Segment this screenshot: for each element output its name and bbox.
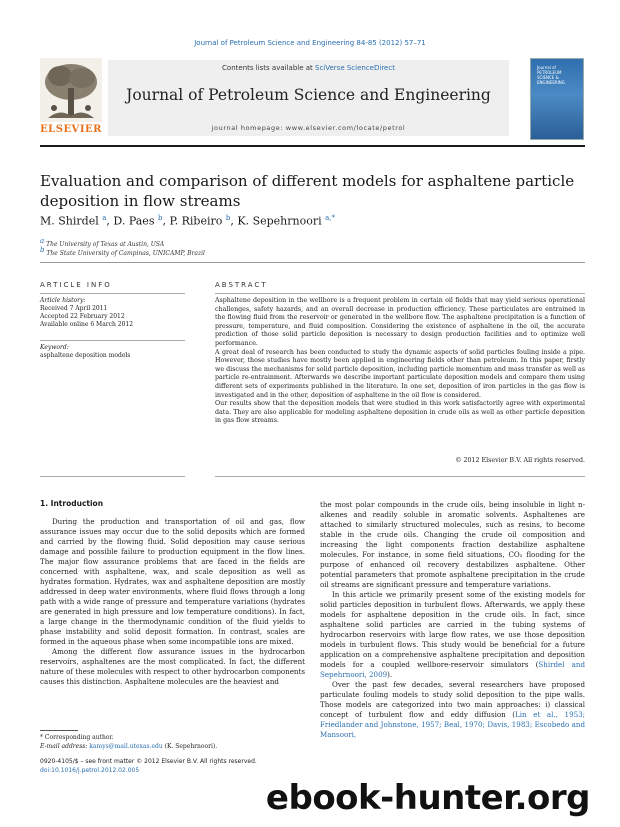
body-text: ). — [387, 670, 393, 679]
issn-line: 0920-4105/$ – see front matter © 2012 Elsevier B.V. All rights reserved. — [40, 758, 257, 765]
history-label: Article history: — [40, 297, 86, 304]
paper-title: Evaluation and comparison of different models for asphaltene particle deposition in flow streams — [40, 172, 575, 210]
author-separator: , — [106, 214, 114, 228]
journal-homepage-link[interactable]: journal homepage: www.elsevier.com/locate/petrol — [211, 124, 406, 132]
info-bottom-rule — [40, 476, 185, 477]
header-rule — [40, 145, 585, 147]
accepted-date: Accepted 22 February 2012 — [40, 313, 125, 320]
abstract-paragraph: Asphaltene deposition in the wellbore is a frequent problem in certain oil fields that may yield serious operational challenges, safety hazards, and an overall decrease in production efficiency. These particulates are entrained in the flowing fluid from the reservoir or generated in the wellbore flow. The asphaltene precipitation is a function of pressure, temperature, and fluid composition. Considering the existence of asphaltene in the oil, the accurate prediction of those solid particle deposition is necessary to design production facilities and to optimize well performance. — [215, 297, 585, 347]
elsevier-wordmark: ELSEVIER — [40, 124, 102, 135]
email-link[interactable]: kamys@mail.utexas.edu — [89, 742, 163, 750]
author-name: M. Shirdel — [40, 214, 99, 228]
article-info-rule — [40, 340, 185, 341]
body-text: Over the past few decades, several researchers have proposed particulate fouling models to study solid deposition to the pipe walls. Those models are categorized into two main approaches: i) classical concept of turbulent flow and eddy diffusion ( — [320, 680, 585, 719]
introduction-heading: 1. Introduction — [40, 499, 104, 508]
doi-link[interactable]: doi:10.1016/j.petrol.2012.02.005 — [40, 766, 140, 774]
article-info-heading: ARTICLE INFO — [40, 281, 112, 289]
corresponding-label: Corresponding author. — [43, 734, 114, 741]
abstract-paragraph: Our results show that the deposition models that were studied in this work satisfactorily agree with experimental data. They are also applicable for modeling asphaltene deposition in crude oils as well as other particle deposition in gas flow streams. — [215, 400, 585, 425]
cover-title: Journal of PETROLEUM SCIENCE & ENGINEERING — [537, 65, 565, 85]
affiliation-text: The University of Texas at Austin, USA — [46, 241, 165, 248]
journal-title: Journal of Petroleum Science and Engineering — [126, 86, 491, 104]
author-name: K. Sepehrnoori — [237, 214, 322, 228]
article-info-rule — [40, 293, 185, 294]
abstract-heading: ABSTRACT — [215, 281, 268, 289]
author-affil-marker[interactable]: a — [102, 214, 107, 222]
author-separator: , — [162, 214, 170, 228]
received-date: Received 7 April 2011 — [40, 305, 108, 312]
article-history — [40, 297, 185, 329]
body-paragraph — [320, 680, 585, 740]
author-name: D. Paes — [113, 214, 155, 228]
abstract-bottom-rule — [215, 476, 585, 477]
author-affil-marker[interactable]: a,* — [325, 214, 336, 222]
watermark-text: ebook-hunter.org — [265, 778, 590, 818]
author-affil-marker[interactable]: b — [225, 214, 231, 222]
journal-cover-image — [530, 58, 584, 140]
footnote-rule — [40, 730, 78, 731]
citation-link[interactable]: Lin et al., 1953; Friedlander and Johnstone, 1957; Beal, 1970; Davis, 1983; Escobedo and Mansoori, — [320, 710, 585, 739]
email-owner: (K. Sepehrnoori). — [162, 742, 218, 750]
corresponding-author-footnote — [40, 734, 305, 751]
right-column-text — [320, 500, 585, 740]
left-column-text — [40, 517, 305, 687]
author-affil-marker[interactable]: b — [157, 214, 163, 222]
contents-prefix: Contents lists available at — [222, 64, 315, 72]
publication-info — [40, 758, 305, 775]
body-paragraph: Among the different flow assurance issues in the hydrocarbon reservoirs, asphaltenes are the most complicated. In fact, the different nature of these molecules with respect to other hydrocarbon components causes this distinction. Asphaltene molecules are the heaviest and — [40, 647, 305, 686]
keywords-block — [40, 344, 185, 360]
body-paragraph: During the production and transportation of oil and gas, flow assurance issues may occur due to the solid deposits which are formed and carried by the flowing fluid. Solid deposition may cause serious damage and possible failure to production equipment in the flow lines. The major flow assurance problems that are faced in the fields are concerned with asphaltene, wax, and scale deposition as well as hydrates formation. Hydrates, wax and asphaltene deposition are mostly addressed in deep water environments, where fluid flows through a long path with a wide range of pressure and temperature variations (hydrates are generated in high pressure and low temperature conditions). In fact, a large change in the thermodynamic condition of the fluid yields to phase instability and solid deposit formation. In contrast, scales are formed in the aqueous phase when some incompatible ions are mixed. — [40, 517, 305, 646]
abstract-rule — [215, 293, 585, 294]
author-list — [40, 214, 585, 228]
contents-line — [108, 64, 509, 72]
body-paragraph — [320, 590, 585, 680]
affiliation-marker: a — [40, 237, 45, 245]
journal-reference[interactable]: Journal of Petroleum Science and Engineering 84-85 (2012) 57–71 — [194, 39, 426, 47]
email-label: E-mail address: — [40, 742, 90, 750]
body-text: In this article we primarily present some of the existing models for solid particles deposition in turbulent flows. Afterwards, we apply these models for asphaltene deposition in the crude oils. In fact, since asphaltene solid particles are carried in the tubing systems of hydrocarbon reservoirs with large flow rates, we use those deposition models in turbulent flows. This study would be beneficial for a future application on a comprehensive asphaltene precipitation and deposition models for a coupled wellbore-reservoir simulators ( — [320, 590, 585, 669]
affiliation — [40, 246, 205, 257]
author-name: P. Ribeiro — [169, 214, 223, 228]
footnote-mark: * — [40, 734, 43, 741]
author-separator: , — [230, 214, 238, 228]
abstract-copyright: © 2012 Elsevier B.V. All rights reserved. — [455, 457, 585, 464]
citation-link[interactable]: Shirdel and Sepehrnoori, 2009 — [320, 660, 585, 679]
affiliation-text: The State University of Campinas, UNICAMP, Brazil — [46, 250, 205, 257]
online-date: Available online 6 March 2012 — [40, 321, 134, 328]
body-paragraph: the most polar compounds in the crude oils, being insoluble in light n-alkenes and readily soluble in aromatic solvents. Asphaltenes are attached to similarly structured molecules, such as resins, to become stable in the crude oils. Changing the crude oil composition and increasing the light components fraction destabilize asphaltene molecules. For instance, in some field situations, CO₂ flooding for the purpose of enhanced oil recovery destabilizes asphaltene. Other potential parameters that promote asphaltene precipitation in the crude oil streams are significant pressure and temperature variations. — [320, 500, 585, 589]
abstract-paragraph: A great deal of research has been conducted to study the dynamic aspects of solid particles fouling inside a pipe. However, those studies have mostly been applied in engineering fields other than petroleum. In this paper, firstly we discuss the mechanisms for solid particle deposition, including particle momentum and mass transfer as well as particle re-entrainment. Afterwards we describe important particulate deposition models and compare them using different sets of experiments published in the literature. In one set, deposition of iron particles in the gas flow is investigated and in the other, deposition of asphaltene in the oil flow is considered. — [215, 348, 585, 399]
keyword: asphaltene deposition models — [40, 352, 131, 359]
section-rule — [40, 262, 585, 263]
sciencedirect-link[interactable]: SciVerse ScienceDirect — [315, 64, 395, 72]
keyword-label: Keyword: — [40, 344, 69, 351]
affiliation-marker: b — [40, 246, 45, 254]
abstract-body — [215, 297, 585, 426]
